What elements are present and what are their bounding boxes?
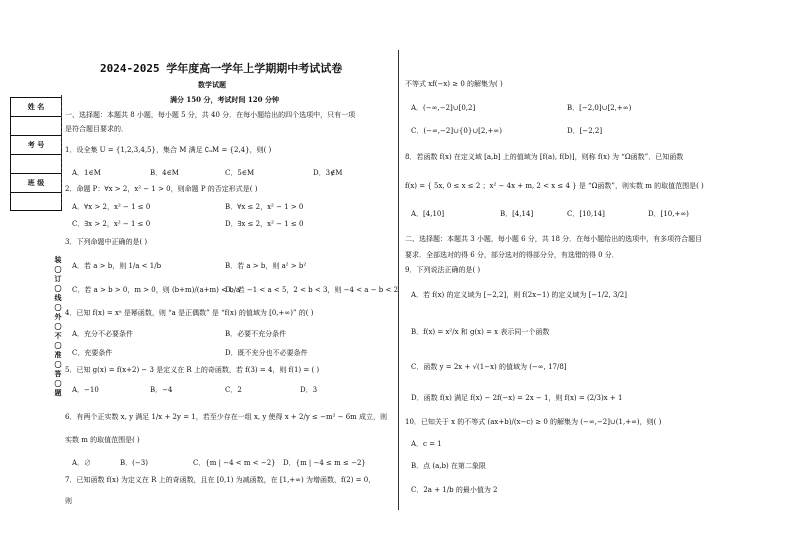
id-field[interactable] — [11, 155, 61, 174]
option: A．∅ — [72, 459, 92, 467]
seal-char: 外 — [54, 312, 62, 321]
seal-line-text — [52, 255, 64, 398]
question-stem: f(x) = { 5x, 0 ≤ x ≤ 2 ；x² − 4x + m, 2 < x ≤ 4 } 是 “Ω函数”，则实数 m 的取值范围是( ) — [405, 182, 704, 190]
option: B．∀x ≤ 2，x² − 1 > 0 — [225, 203, 304, 211]
seal-char: 〇 — [54, 359, 62, 369]
exam-time-info: 满分 150 分，考试时间 120 分钟 — [170, 95, 279, 104]
name-label: 姓 名 — [11, 98, 61, 117]
seal-char: 〇 — [54, 302, 62, 312]
option: A．若 a > b，则 1/a < 1/b — [72, 262, 162, 270]
option: C．函数 y = 2x + √(1−x) 的值域为 (−∞, 17/8] — [411, 363, 567, 371]
option: A．(−∞,−2]∪[0,2] — [411, 104, 476, 112]
id-label: 考 号 — [11, 136, 61, 155]
option: C．∃x > 2，x² − 1 ≤ 0 — [72, 220, 151, 228]
column-divider — [398, 50, 399, 510]
option: C．2a + 1/b 的最小值为 2 — [411, 486, 498, 494]
seal-char: 〇 — [54, 378, 62, 388]
seal-char: 〇 — [54, 264, 62, 274]
option: B．4∈M — [150, 169, 179, 177]
option: D．若 −1 < a < 5，2 < b < 3，则 −4 < a − b < 2 — [225, 286, 399, 294]
section-heading: 要求．全部选对的得 6 分，部分选对的得部分分，有选错的得 0 分． — [405, 251, 619, 259]
question-stem: 1．设全集 U = {1,2,3,4,5}，集合 M 满足 ∁ᵤM = {2,4}，则( ) — [65, 146, 272, 154]
question-stem: 10．已知关于 x 的不等式 (ax+b)/(x−c) ≥ 0 的解集为 (−∞,−2]∪(1,+∞)，则( ) — [405, 418, 662, 426]
question-stem: 实数 m 的取值范围是( ) — [65, 436, 140, 444]
section-heading: 是符合题目要求的． — [65, 125, 128, 133]
option: C．5∈M — [225, 169, 255, 177]
question-stem: 4．已知 f(x) = xᵃ 是幂函数，则 “a 是正偶数” 是 “f(x) 的值域为 [0,+∞)” 的( ) — [65, 309, 314, 317]
section-heading: 二、选择题：本题共 3 小题，每小题 6 分，共 18 分．在每小题给出的选项中，有多项符合题目 — [405, 235, 703, 243]
seal-char: 准 — [54, 350, 62, 359]
option: A．1∈M — [72, 169, 101, 177]
option: D．∃x ≤ 2，x² − 1 ≤ 0 — [225, 220, 304, 228]
binding-dash-line — [61, 95, 62, 205]
seal-char: 答 — [54, 369, 62, 378]
question-stem: 8．若函数 f(x) 在定义域 [a,b] 上的值域为 [f(a), f(b)]，则称 f(x) 为 “Ω函数”．已知函数 — [405, 153, 684, 161]
option: B．f(x) = x²/x 和 g(x) = x 表示同一个函数 — [411, 328, 550, 336]
section-heading: 一、选择题：本题共 8 小题，每小题 5 分，共 40 分．在每小题给出的四个选项中，只有一项 — [65, 111, 356, 119]
option: D．[10,+∞) — [648, 210, 689, 218]
option: A．若 f(x) 的定义域为 [−2,2]，则 f(2x−1) 的定义域为 [−1/2, 3/2] — [411, 291, 627, 299]
question-stem: 则 — [65, 497, 72, 505]
option: D．{m | −4 ≤ m ≤ −2} — [283, 459, 366, 467]
option: D．[−2,2] — [567, 127, 603, 135]
question-stem: 6．有两个正实数 x, y 满足 1/x + 2y = 1，若至少存在一组 x, y 使得 x + 2/y ≤ −m² − 6m 成立，则 — [65, 413, 388, 421]
option: B．点 (a,b) 在第二象限 — [411, 462, 486, 470]
option: D．函数 f(x) 满足 f(x) − 2f(−x) = 2x − 1，则 f(x) = (2/3)x + 1 — [411, 394, 623, 402]
seal-char: 〇 — [54, 340, 62, 350]
question-stem: 9．下列说法正确的是( ) — [405, 266, 481, 274]
seal-char: 不 — [54, 331, 62, 340]
option: D．既不充分也不必要条件 — [225, 349, 308, 357]
option: A．c = 1 — [411, 440, 442, 448]
seal-char: 订 — [54, 274, 62, 283]
option: C．(−∞,−2]∪{0}∪[2,+∞) — [411, 127, 502, 135]
class-field[interactable] — [11, 193, 61, 211]
option: D．3 — [300, 386, 318, 394]
seal-char: 〇 — [54, 283, 62, 293]
question-stem: 5．已知 g(x) = f(x+2) − 3 是定义在 R 上的奇函数，若 f(3) = 4，则 f(1) = ( ) — [65, 366, 320, 374]
option: B．[−2,0]∪[2,+∞) — [567, 104, 632, 112]
option: B．−4 — [150, 386, 173, 394]
option: D．3∉M — [313, 169, 343, 177]
option: A．[4,10] — [411, 210, 445, 218]
option: B．若 a > b，则 a² > b² — [225, 262, 307, 270]
option: A．−10 — [72, 386, 99, 394]
option: C．充要条件 — [72, 349, 113, 357]
option: C．2 — [225, 386, 242, 394]
seal-char: 线 — [54, 293, 62, 302]
seal-char: 〇 — [54, 321, 62, 331]
option: B．[4,14] — [500, 210, 534, 218]
student-info-box — [10, 97, 62, 211]
question-stem: 3．下列命题中正确的是( ) — [65, 238, 148, 246]
option: C．[10,14] — [567, 210, 605, 218]
exam-subject: 数学试题 — [198, 80, 226, 89]
seal-char: 装 — [54, 255, 62, 264]
option: A．∀x > 2，x² − 1 ≤ 0 — [72, 203, 151, 211]
option: A．充分不必要条件 — [72, 330, 134, 338]
question-stem: 7．已知函数 f(x) 为定义在 R 上的奇函数，且在 [0,1) 为减函数，在 [1,+∞) 为增函数，f(2) = 0， — [65, 476, 376, 484]
option: B．(−3) — [120, 459, 148, 467]
question-stem: 不等式 xf(−x) ≥ 0 的解集为( ) — [405, 80, 503, 88]
name-field[interactable] — [11, 117, 61, 136]
option: C．{m | −4 < m < −2} — [193, 459, 276, 467]
class-label: 班 级 — [11, 174, 61, 193]
seal-char: 题 — [54, 388, 62, 397]
option: C．若 a > b > 0，m > 0，则 (b+m)/(a+m) < b/a — [72, 286, 241, 294]
question-stem: 2．命题 P：∀x > 2，x² − 1 > 0，则命题 P 的否定形式是( ) — [65, 185, 258, 193]
exam-title: 2024-2025 学年度高一学年上学期期中考试试卷 — [100, 62, 343, 75]
option: B．必要不充分条件 — [225, 330, 287, 338]
